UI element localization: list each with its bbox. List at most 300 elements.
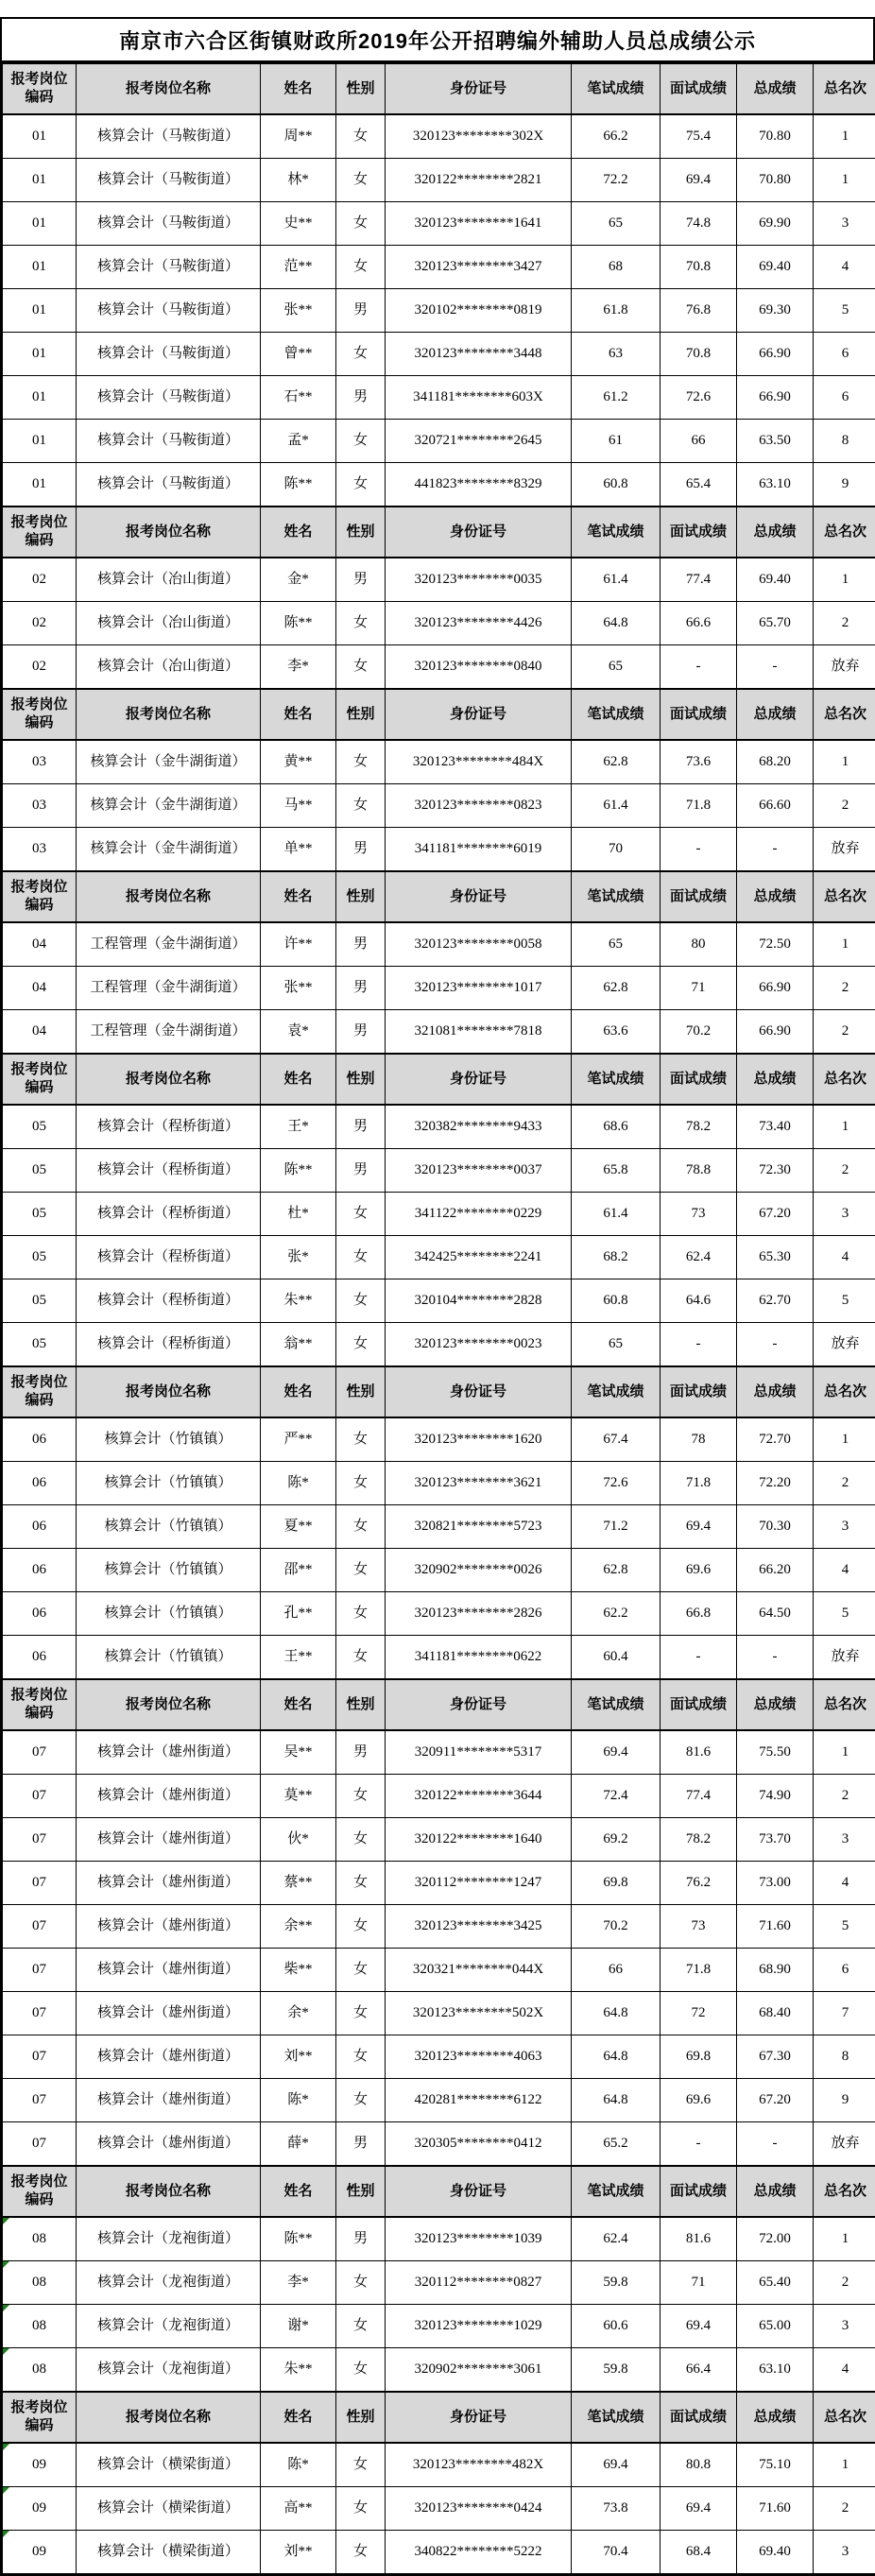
rank: 放弃 <box>814 1636 875 1680</box>
column-header: 笔试成绩 <box>572 63 661 114</box>
total-score: 66.20 <box>737 1549 814 1592</box>
id-number: 341181********0622 <box>386 1636 572 1680</box>
written-score: 65 <box>572 202 661 246</box>
written-score: 70 <box>572 828 661 872</box>
column-header: 身份证号 <box>386 2392 572 2443</box>
total-score: 74.90 <box>737 1775 814 1818</box>
table-row <box>3 2305 875 2348</box>
interview-score: 69.6 <box>661 2079 737 2122</box>
interview-score: 73.6 <box>661 740 737 784</box>
column-header: 面试成绩 <box>661 1679 737 1730</box>
id-number: 320305********0412 <box>386 2122 572 2167</box>
candidate-name: 余* <box>261 1992 336 2035</box>
interview-score: 71.8 <box>661 1462 737 1505</box>
id-number: 320123********0037 <box>386 1149 572 1193</box>
written-score: 65.8 <box>572 1149 661 1193</box>
interview-score: 81.6 <box>661 1730 737 1775</box>
column-header: 报考岗位编码 <box>3 871 77 922</box>
column-header: 总成绩 <box>737 1366 814 1417</box>
position-name: 核算会计（金牛湖街道） <box>77 784 261 828</box>
gender: 女 <box>336 114 386 159</box>
gender: 女 <box>336 1505 386 1549</box>
position-name: 核算会计（程桥街道） <box>77 1105 261 1149</box>
interview-score: 68.4 <box>661 2531 737 2574</box>
position-code: 07 <box>3 1818 77 1862</box>
table-row <box>3 1818 875 1862</box>
column-header: 身份证号 <box>386 2166 572 2217</box>
total-score: 69.90 <box>737 202 814 246</box>
column-header: 姓名 <box>261 2166 336 2217</box>
position-code: 01 <box>3 114 77 159</box>
rank: 2 <box>814 602 875 645</box>
column-header: 面试成绩 <box>661 507 737 558</box>
rank: 2 <box>814 1775 875 1818</box>
total-score: 63.50 <box>737 420 814 463</box>
written-score: 62.2 <box>572 1592 661 1636</box>
column-header: 身份证号 <box>386 1679 572 1730</box>
results-table-body <box>3 63 875 2574</box>
table-row <box>3 202 875 246</box>
position-code: 04 <box>3 1010 77 1055</box>
total-score: - <box>737 1323 814 1367</box>
table-row <box>3 602 875 645</box>
table-row <box>3 1010 875 1055</box>
id-number: 320102********0819 <box>386 289 572 333</box>
rank: 4 <box>814 1236 875 1279</box>
table-row <box>3 645 875 690</box>
written-score: 72.2 <box>572 159 661 202</box>
rank: 放弃 <box>814 645 875 690</box>
column-header: 性别 <box>336 871 386 922</box>
total-score: 63.10 <box>737 2348 814 2393</box>
id-number: 320123********3427 <box>386 246 572 289</box>
table-row <box>3 558 875 602</box>
column-header: 报考岗位名称 <box>77 507 261 558</box>
cell-corner-flag-icon <box>3 2444 9 2450</box>
total-score: 75.50 <box>737 1730 814 1775</box>
position-code: 07 <box>3 2079 77 2122</box>
position-name: 核算会计（横梁街道） <box>77 2487 261 2531</box>
interview-score: 69.6 <box>661 1549 737 1592</box>
position-code: 01 <box>3 202 77 246</box>
column-header: 总成绩 <box>737 507 814 558</box>
rank: 4 <box>814 1549 875 1592</box>
written-score: 61.8 <box>572 289 661 333</box>
written-score: 67.4 <box>572 1417 661 1462</box>
candidate-name: 张* <box>261 1236 336 1279</box>
candidate-name: 莫** <box>261 1775 336 1818</box>
column-header: 报考岗位编码 <box>3 2166 77 2217</box>
interview-score: - <box>661 1323 737 1367</box>
table-row <box>3 246 875 289</box>
candidate-name: 范** <box>261 246 336 289</box>
total-score: 70.80 <box>737 114 814 159</box>
table-row <box>3 828 875 872</box>
gender: 女 <box>336 463 386 507</box>
written-score: 65 <box>572 645 661 690</box>
rank: 8 <box>814 420 875 463</box>
table-row <box>3 1905 875 1949</box>
position-name: 核算会计（雄州街道） <box>77 1775 261 1818</box>
rank: 2 <box>814 1149 875 1193</box>
candidate-name: 周** <box>261 114 336 159</box>
gender: 女 <box>336 2079 386 2122</box>
candidate-name: 陈** <box>261 2217 336 2261</box>
position-name: 核算会计（马鞍街道） <box>77 376 261 420</box>
rank: 1 <box>814 922 875 967</box>
candidate-name: 张** <box>261 289 336 333</box>
id-number: 320123********0424 <box>386 2487 572 2531</box>
column-header: 总成绩 <box>737 1054 814 1105</box>
rank: 3 <box>814 202 875 246</box>
table-row <box>3 2487 875 2531</box>
section-header-row <box>3 2166 875 2217</box>
id-number: 320122********1640 <box>386 1818 572 1862</box>
interview-score: 74.8 <box>661 202 737 246</box>
position-code: 01 <box>3 376 77 420</box>
id-number: 320123********0840 <box>386 645 572 690</box>
gender: 男 <box>336 967 386 1010</box>
candidate-name: 单** <box>261 828 336 872</box>
table-row <box>3 1462 875 1505</box>
cell-corner-flag-icon <box>3 2348 9 2355</box>
table-row <box>3 922 875 967</box>
gender: 女 <box>336 740 386 784</box>
total-score: - <box>737 645 814 690</box>
position-code: 07 <box>3 1862 77 1905</box>
column-header: 姓名 <box>261 2392 336 2443</box>
position-name: 核算会计（程桥街道） <box>77 1236 261 1279</box>
total-score: 73.00 <box>737 1862 814 1905</box>
written-score: 62.8 <box>572 967 661 1010</box>
position-name: 核算会计（竹镇镇） <box>77 1417 261 1462</box>
rank: 1 <box>814 1417 875 1462</box>
position-code: 08 <box>3 2305 77 2348</box>
position-name: 核算会计（程桥街道） <box>77 1279 261 1323</box>
rank: 6 <box>814 1949 875 1992</box>
rank: 4 <box>814 246 875 289</box>
rank: 3 <box>814 2305 875 2348</box>
position-code: 05 <box>3 1236 77 1279</box>
gender: 女 <box>336 246 386 289</box>
id-number: 320382********9433 <box>386 1105 572 1149</box>
column-header: 姓名 <box>261 63 336 114</box>
written-score: 68 <box>572 246 661 289</box>
written-score: 69.4 <box>572 1730 661 1775</box>
total-score: 66.90 <box>737 967 814 1010</box>
rank: 7 <box>814 1992 875 2035</box>
interview-score: 66.8 <box>661 1592 737 1636</box>
gender: 女 <box>336 1592 386 1636</box>
candidate-name: 金* <box>261 558 336 602</box>
interview-score: 66 <box>661 420 737 463</box>
section-header-row <box>3 2392 875 2443</box>
position-name: 核算会计（冶山街道） <box>77 645 261 690</box>
gender: 女 <box>336 2487 386 2531</box>
gender: 女 <box>336 602 386 645</box>
candidate-name: 陈* <box>261 2079 336 2122</box>
written-score: 61.4 <box>572 558 661 602</box>
section-header-row <box>3 689 875 740</box>
position-name: 核算会计（雄州街道） <box>77 1949 261 1992</box>
candidate-name: 薛* <box>261 2122 336 2167</box>
table-row <box>3 1730 875 1775</box>
total-score: 65.30 <box>737 1236 814 1279</box>
position-name: 核算会计（雄州街道） <box>77 2079 261 2122</box>
position-name: 核算会计（程桥街道） <box>77 1323 261 1367</box>
position-name: 核算会计（龙袍街道） <box>77 2217 261 2261</box>
total-score: 65.70 <box>737 602 814 645</box>
interview-score: 72 <box>661 1992 737 2035</box>
written-score: 72.6 <box>572 1462 661 1505</box>
interview-score: 66.4 <box>661 2348 737 2393</box>
interview-score: 71.8 <box>661 784 737 828</box>
interview-score: 78.2 <box>661 1818 737 1862</box>
id-number: 320123********502X <box>386 1992 572 2035</box>
total-score: 70.80 <box>737 159 814 202</box>
cell-corner-flag-icon <box>3 2487 9 2494</box>
interview-score: 71 <box>661 2261 737 2305</box>
gender: 男 <box>336 2217 386 2261</box>
written-score: 60.6 <box>572 2305 661 2348</box>
id-number: 320123********0023 <box>386 1323 572 1367</box>
column-header: 报考岗位编码 <box>3 507 77 558</box>
interview-score: 78 <box>661 1417 737 1462</box>
position-code: 07 <box>3 2122 77 2167</box>
rank: 2 <box>814 2487 875 2531</box>
column-header: 性别 <box>336 63 386 114</box>
written-score: 64.8 <box>572 2035 661 2079</box>
gender: 女 <box>336 1549 386 1592</box>
column-header: 总成绩 <box>737 2392 814 2443</box>
id-number: 320123********482X <box>386 2443 572 2487</box>
rank: 5 <box>814 289 875 333</box>
column-header: 笔试成绩 <box>572 689 661 740</box>
total-score: 72.20 <box>737 1462 814 1505</box>
position-name: 核算会计（金牛湖街道） <box>77 828 261 872</box>
table-row <box>3 2122 875 2167</box>
gender: 男 <box>336 1149 386 1193</box>
written-score: 73.8 <box>572 2487 661 2531</box>
column-header: 笔试成绩 <box>572 2166 661 2217</box>
column-header: 总成绩 <box>737 871 814 922</box>
section-header-row <box>3 1366 875 1417</box>
column-header: 笔试成绩 <box>572 871 661 922</box>
position-code: 05 <box>3 1193 77 1236</box>
interview-score: 72.6 <box>661 376 737 420</box>
rank: 1 <box>814 2443 875 2487</box>
table-row <box>3 114 875 159</box>
interview-score: 62.4 <box>661 1236 737 1279</box>
position-code: 07 <box>3 2035 77 2079</box>
rank: 6 <box>814 333 875 376</box>
column-header: 总名次 <box>814 63 875 114</box>
column-header: 面试成绩 <box>661 1366 737 1417</box>
written-score: 61.4 <box>572 1193 661 1236</box>
candidate-name: 余** <box>261 1905 336 1949</box>
position-code: 01 <box>3 333 77 376</box>
table-row <box>3 159 875 202</box>
gender: 男 <box>336 289 386 333</box>
gender: 女 <box>336 2305 386 2348</box>
table-row <box>3 2531 875 2574</box>
column-header: 姓名 <box>261 1054 336 1105</box>
position-name: 核算会计（龙袍街道） <box>77 2305 261 2348</box>
position-name: 核算会计（金牛湖街道） <box>77 740 261 784</box>
id-number: 320123********1039 <box>386 2217 572 2261</box>
candidate-name: 柴** <box>261 1949 336 1992</box>
table-row <box>3 1992 875 2035</box>
candidate-name: 刘** <box>261 2035 336 2079</box>
id-number: 320321********044X <box>386 1949 572 1992</box>
table-row <box>3 1949 875 1992</box>
candidate-name: 严** <box>261 1417 336 1462</box>
rank: 3 <box>814 1193 875 1236</box>
position-name: 核算会计（雄州街道） <box>77 2122 261 2167</box>
column-header: 报考岗位编码 <box>3 1366 77 1417</box>
table-row <box>3 2079 875 2122</box>
rank: 6 <box>814 376 875 420</box>
candidate-name: 高** <box>261 2487 336 2531</box>
table-row <box>3 289 875 333</box>
cell-corner-flag-icon <box>3 2531 9 2537</box>
rank: 4 <box>814 1862 875 1905</box>
position-code: 05 <box>3 1105 77 1149</box>
id-number: 320123********2826 <box>386 1592 572 1636</box>
gender: 女 <box>336 420 386 463</box>
total-score: - <box>737 828 814 872</box>
position-name: 核算会计（竹镇镇） <box>77 1549 261 1592</box>
written-score: 70.2 <box>572 1905 661 1949</box>
candidate-name: 谢* <box>261 2305 336 2348</box>
id-number: 320123********3425 <box>386 1905 572 1949</box>
gender: 女 <box>336 1905 386 1949</box>
position-name: 核算会计（雄州街道） <box>77 2035 261 2079</box>
id-number: 441823********8329 <box>386 463 572 507</box>
rank: 1 <box>814 1105 875 1149</box>
total-score: 73.70 <box>737 1818 814 1862</box>
cell-corner-flag-icon <box>3 2218 9 2224</box>
position-name: 核算会计（雄州街道） <box>77 1992 261 2035</box>
written-score: 66.2 <box>572 114 661 159</box>
column-header: 笔试成绩 <box>572 1054 661 1105</box>
position-code: 02 <box>3 645 77 690</box>
table-row <box>3 2443 875 2487</box>
id-number: 320123********1641 <box>386 202 572 246</box>
rank: 1 <box>814 114 875 159</box>
column-header: 总成绩 <box>737 63 814 114</box>
gender: 女 <box>336 1236 386 1279</box>
total-score: 69.40 <box>737 558 814 602</box>
section-header-row <box>3 63 875 114</box>
total-score: 72.30 <box>737 1149 814 1193</box>
interview-score: 65.4 <box>661 463 737 507</box>
total-score: 72.00 <box>737 2217 814 2261</box>
position-name: 核算会计（马鞍街道） <box>77 333 261 376</box>
id-number: 320122********2821 <box>386 159 572 202</box>
gender: 女 <box>336 1992 386 2035</box>
rank: 2 <box>814 2261 875 2305</box>
candidate-name: 李* <box>261 2261 336 2305</box>
position-code: 03 <box>3 828 77 872</box>
position-code: 06 <box>3 1462 77 1505</box>
position-code: 08 <box>3 2348 77 2393</box>
rank: 9 <box>814 463 875 507</box>
position-code: 02 <box>3 602 77 645</box>
column-header: 总名次 <box>814 871 875 922</box>
gender: 女 <box>336 1818 386 1862</box>
section-header-row <box>3 1679 875 1730</box>
total-score: 73.40 <box>737 1105 814 1149</box>
gender: 女 <box>336 1193 386 1236</box>
position-code: 09 <box>3 2531 77 2574</box>
position-code: 05 <box>3 1279 77 1323</box>
written-score: 68.2 <box>572 1236 661 1279</box>
results-table <box>2 62 875 2574</box>
total-score: 63.10 <box>737 463 814 507</box>
written-score: 61 <box>572 420 661 463</box>
position-name: 核算会计（横梁街道） <box>77 2531 261 2574</box>
column-header: 报考岗位名称 <box>77 1054 261 1105</box>
written-score: 60.8 <box>572 1279 661 1323</box>
table-row <box>3 2261 875 2305</box>
position-code: 07 <box>3 1730 77 1775</box>
id-number: 341122********0229 <box>386 1193 572 1236</box>
column-header: 姓名 <box>261 507 336 558</box>
column-header: 性别 <box>336 2392 386 2443</box>
gender: 女 <box>336 2443 386 2487</box>
candidate-name: 许** <box>261 922 336 967</box>
table-row <box>3 1323 875 1367</box>
position-name: 核算会计（马鞍街道） <box>77 463 261 507</box>
position-name: 工程管理（金牛湖街道） <box>77 1010 261 1055</box>
rank: 3 <box>814 1818 875 1862</box>
column-header: 笔试成绩 <box>572 2392 661 2443</box>
interview-score: 77.4 <box>661 1775 737 1818</box>
column-header: 姓名 <box>261 1679 336 1730</box>
position-name: 核算会计（马鞍街道） <box>77 246 261 289</box>
interview-score: - <box>661 645 737 690</box>
position-code: 03 <box>3 740 77 784</box>
column-header: 身份证号 <box>386 689 572 740</box>
candidate-name: 刘** <box>261 2531 336 2574</box>
id-number: 320123********1017 <box>386 967 572 1010</box>
rank: 2 <box>814 784 875 828</box>
gender: 男 <box>336 376 386 420</box>
total-score: 64.50 <box>737 1592 814 1636</box>
column-header: 报考岗位名称 <box>77 2392 261 2443</box>
candidate-name: 马** <box>261 784 336 828</box>
column-header: 身份证号 <box>386 871 572 922</box>
interview-score: 69.4 <box>661 2305 737 2348</box>
column-header: 总名次 <box>814 1679 875 1730</box>
position-code: 09 <box>3 2443 77 2487</box>
gender: 女 <box>336 1775 386 1818</box>
column-header: 报考岗位名称 <box>77 63 261 114</box>
rank: 4 <box>814 2348 875 2393</box>
gender: 女 <box>336 1417 386 1462</box>
interview-score: 80 <box>661 922 737 967</box>
column-header: 总名次 <box>814 689 875 740</box>
interview-score: 69.8 <box>661 2035 737 2079</box>
column-header: 报考岗位名称 <box>77 689 261 740</box>
cell-corner-flag-icon <box>3 2305 9 2311</box>
total-score: 71.60 <box>737 2487 814 2531</box>
position-name: 工程管理（金牛湖街道） <box>77 922 261 967</box>
total-score: 69.40 <box>737 2531 814 2574</box>
table-row <box>3 2035 875 2079</box>
written-score: 69.2 <box>572 1818 661 1862</box>
